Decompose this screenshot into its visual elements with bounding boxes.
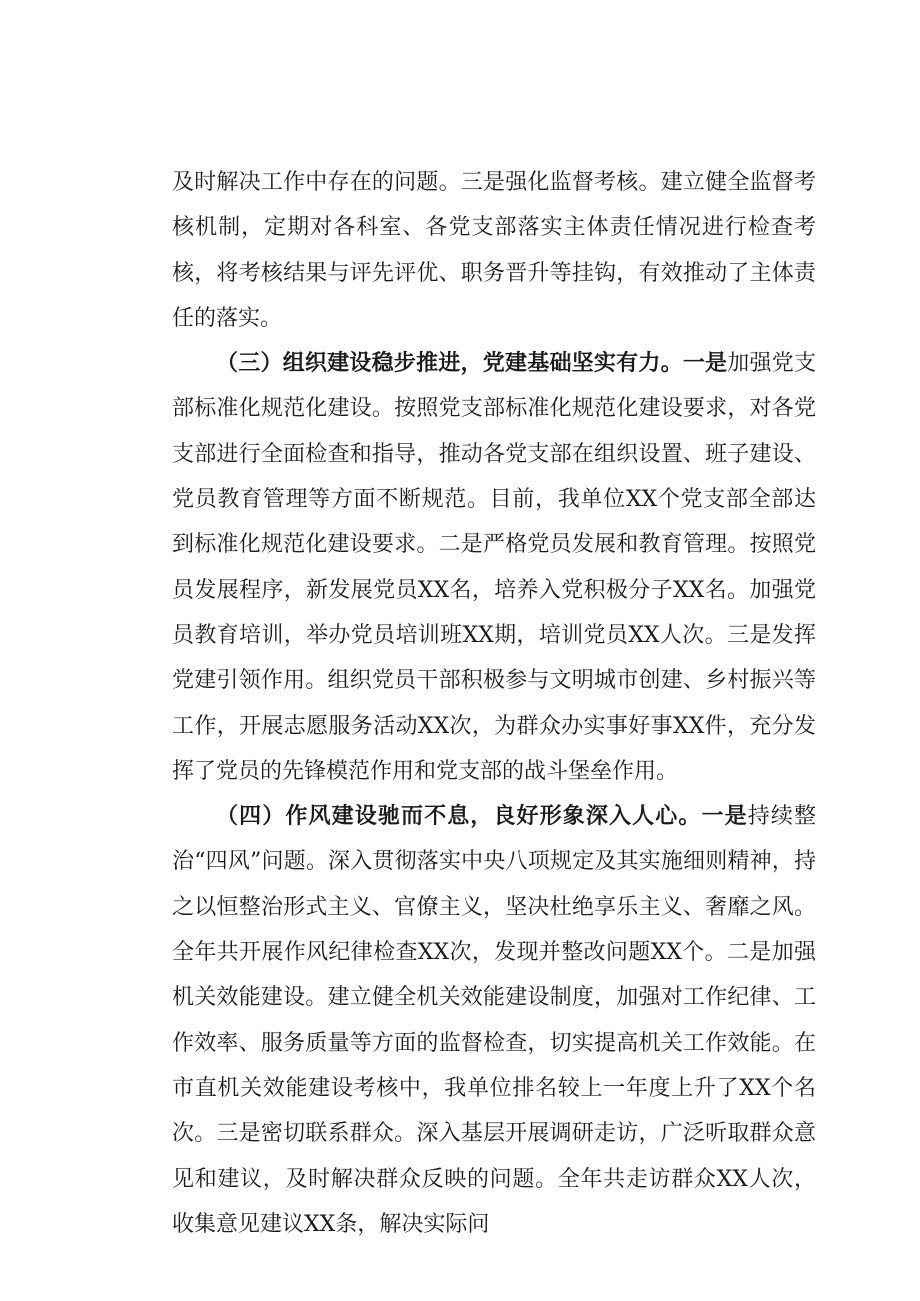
document-body: [172, 160, 816, 1247]
paragraph-text: 及时解决工作中存在的问题。三是强化监督考核。建立健全监督考核机制，定期对各科室、各党支部落实主体责任情况进行检查考核，将考核结果与评先评优、职务晋升等挂钩，有效推动了主体责任的落实。: [172, 170, 816, 331]
section-heading-4: （四）作风建设驰而不息，良好形象深入人心。一是: [216, 803, 748, 830]
paragraph-text: 加强党支部标准化规范化建设。按照党支部标准化规范化建设要求，对各党支部进行全面检查和指导，推动各党支部在组织设置、班子建设、党员教育管理等方面不断规范。目前，我单位XX个党支部全部达到标准化规范化建设要求。二是严格党员发展和教育管理。按照党员发展程序，新发展党员XX名，培养入党积极分子XX名。加强党员教育培训，举办党员培训班XX期，培训党员XX人次。三是发挥党建引领作用。组织党员干部积极参与文明城市创建、乡村振兴等工作，开展志愿服务活动XX次，为群众办实事好事XX件，充分发挥了党员的先锋模范作用和党支部的战斗堡垒作用。: [172, 351, 816, 784]
paragraph-work-style-building: [172, 794, 816, 1247]
paragraph-continuation: [172, 160, 816, 341]
section-heading-3: （三）组织建设稳步推进，党建基础坚实有力。一是: [216, 350, 728, 377]
paragraph-organization-building: [172, 341, 816, 794]
paragraph-text: 持续整治“四风”问题。深入贯彻落实中央八项规定及其实施细则精神，持之以恒整治形式主义、官僚主义，坚决杜绝享乐主义、奢靡之风。全年共开展作风纪律检查XX次，发现并整改问题XX个。二是加强机关效能建设。建立健全机关效能建设制度，加强对工作纪律、工作效率、服务质量等方面的监督检查，切实提高机关工作效能。在市直机关效能建设考核中，我单位排名较上一年度上升了XX个名次。三是密切联系群众。深入基层开展调研走访，广泛听取群众意见和建议，及时解决群众反映的问题。全年共走访群众XX人次，收集意见建议XX条，解决实际问: [172, 804, 816, 1237]
